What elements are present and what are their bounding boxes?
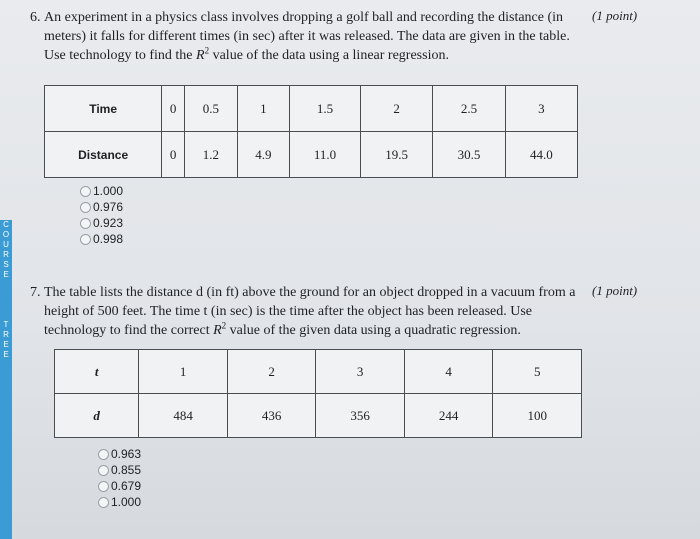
table-cell: 484 [139,394,228,438]
table-cell: 19.5 [361,132,433,178]
table-cell: 4.9 [237,132,290,178]
radio-button[interactable] [98,497,109,508]
question-line: An experiment in a physics class involves dropping a golf ball and recording the distance (in [44,10,564,25]
table-row [45,132,578,178]
table-cell: 5 [493,350,582,394]
answer-option[interactable]: 0.679 [98,478,141,494]
table-cell: 1 [139,350,228,394]
side-letter: E [3,340,9,349]
radio-button[interactable] [98,465,109,476]
table-cell: 0.5 [185,86,238,132]
table-cell: 1 [237,86,290,132]
side-letter: T [3,320,9,329]
question-line: technology to find the correct $R^2$ value of the given data using a quadratic regression. [44,320,521,338]
question-text [44,8,590,65]
table-cell: 356 [316,394,405,438]
table-cell: 30.5 [433,132,505,178]
table-cell: 0 [162,132,185,178]
answer-option[interactable]: 0.976 [80,199,123,215]
table-cell: 436 [227,394,316,438]
radio-button[interactable] [80,218,91,229]
radio-button[interactable] [80,234,91,245]
radio-button[interactable] [98,449,109,460]
answer-option[interactable]: 0.923 [80,215,123,231]
table-cell: 244 [404,394,493,438]
radio-button[interactable] [80,202,91,213]
table-cell: 44.0 [505,132,577,178]
answer-option[interactable]: 0.963 [98,446,141,462]
table-cell: 3 [316,350,405,394]
question-text [44,283,590,340]
question-line: The table lists the distance d (in ft) above the ground for an object dropped in a vacuum from a [44,285,576,300]
points-label: (1 point) [592,8,638,23]
answer-option[interactable]: 0.998 [80,231,123,247]
answer-option[interactable]: 0.855 [98,462,141,478]
row-header: t [55,350,139,394]
table-cell: 100 [493,394,582,438]
question-line: meters) it falls for different times (in sec) after it was released. The data are given in the table. [44,29,570,44]
side-letter: U [3,240,9,249]
table-cell: 2.5 [433,86,505,132]
row-header: Distance [45,132,162,178]
side-letter: C [3,220,9,229]
question-number: 7. [30,285,41,300]
answer-options [98,446,141,510]
table-cell: 0 [162,86,185,132]
table-cell: 2 [227,350,316,394]
table-row [55,350,582,394]
row-header: d [55,394,139,438]
points-label: (1 point) [592,283,638,298]
answer-options [80,183,123,247]
table-cell: 1.2 [185,132,238,178]
data-table [44,85,578,178]
table-row [45,86,578,132]
answer-option[interactable]: 1.000 [80,183,123,199]
side-letter: S [3,260,9,269]
question-line: Use technology to find the $R^2$ value of the data using a linear regression. [44,45,449,63]
question-7 [30,283,590,340]
side-letter: E [3,350,9,359]
question-number: 6. [30,10,41,25]
question-line: height of 500 feet. The time t (in sec) is the time after the object has been released. Use [44,304,533,319]
radio-button[interactable] [98,481,109,492]
table-cell: 11.0 [290,132,361,178]
data-table [54,349,582,438]
side-letter: R [3,250,9,259]
side-letter: E [3,270,9,279]
table-cell: 1.5 [290,86,361,132]
question-6 [30,8,590,65]
row-header: Time [45,86,162,132]
radio-button[interactable] [80,186,91,197]
table-cell: 4 [404,350,493,394]
answer-option[interactable]: 1.000 [98,494,141,510]
side-letter: O [2,230,10,239]
table-cell: 2 [361,86,433,132]
table-row [55,394,582,438]
side-letter: R [3,330,9,339]
table-cell: 3 [505,86,577,132]
side-tab-strip[interactable] [0,220,12,539]
